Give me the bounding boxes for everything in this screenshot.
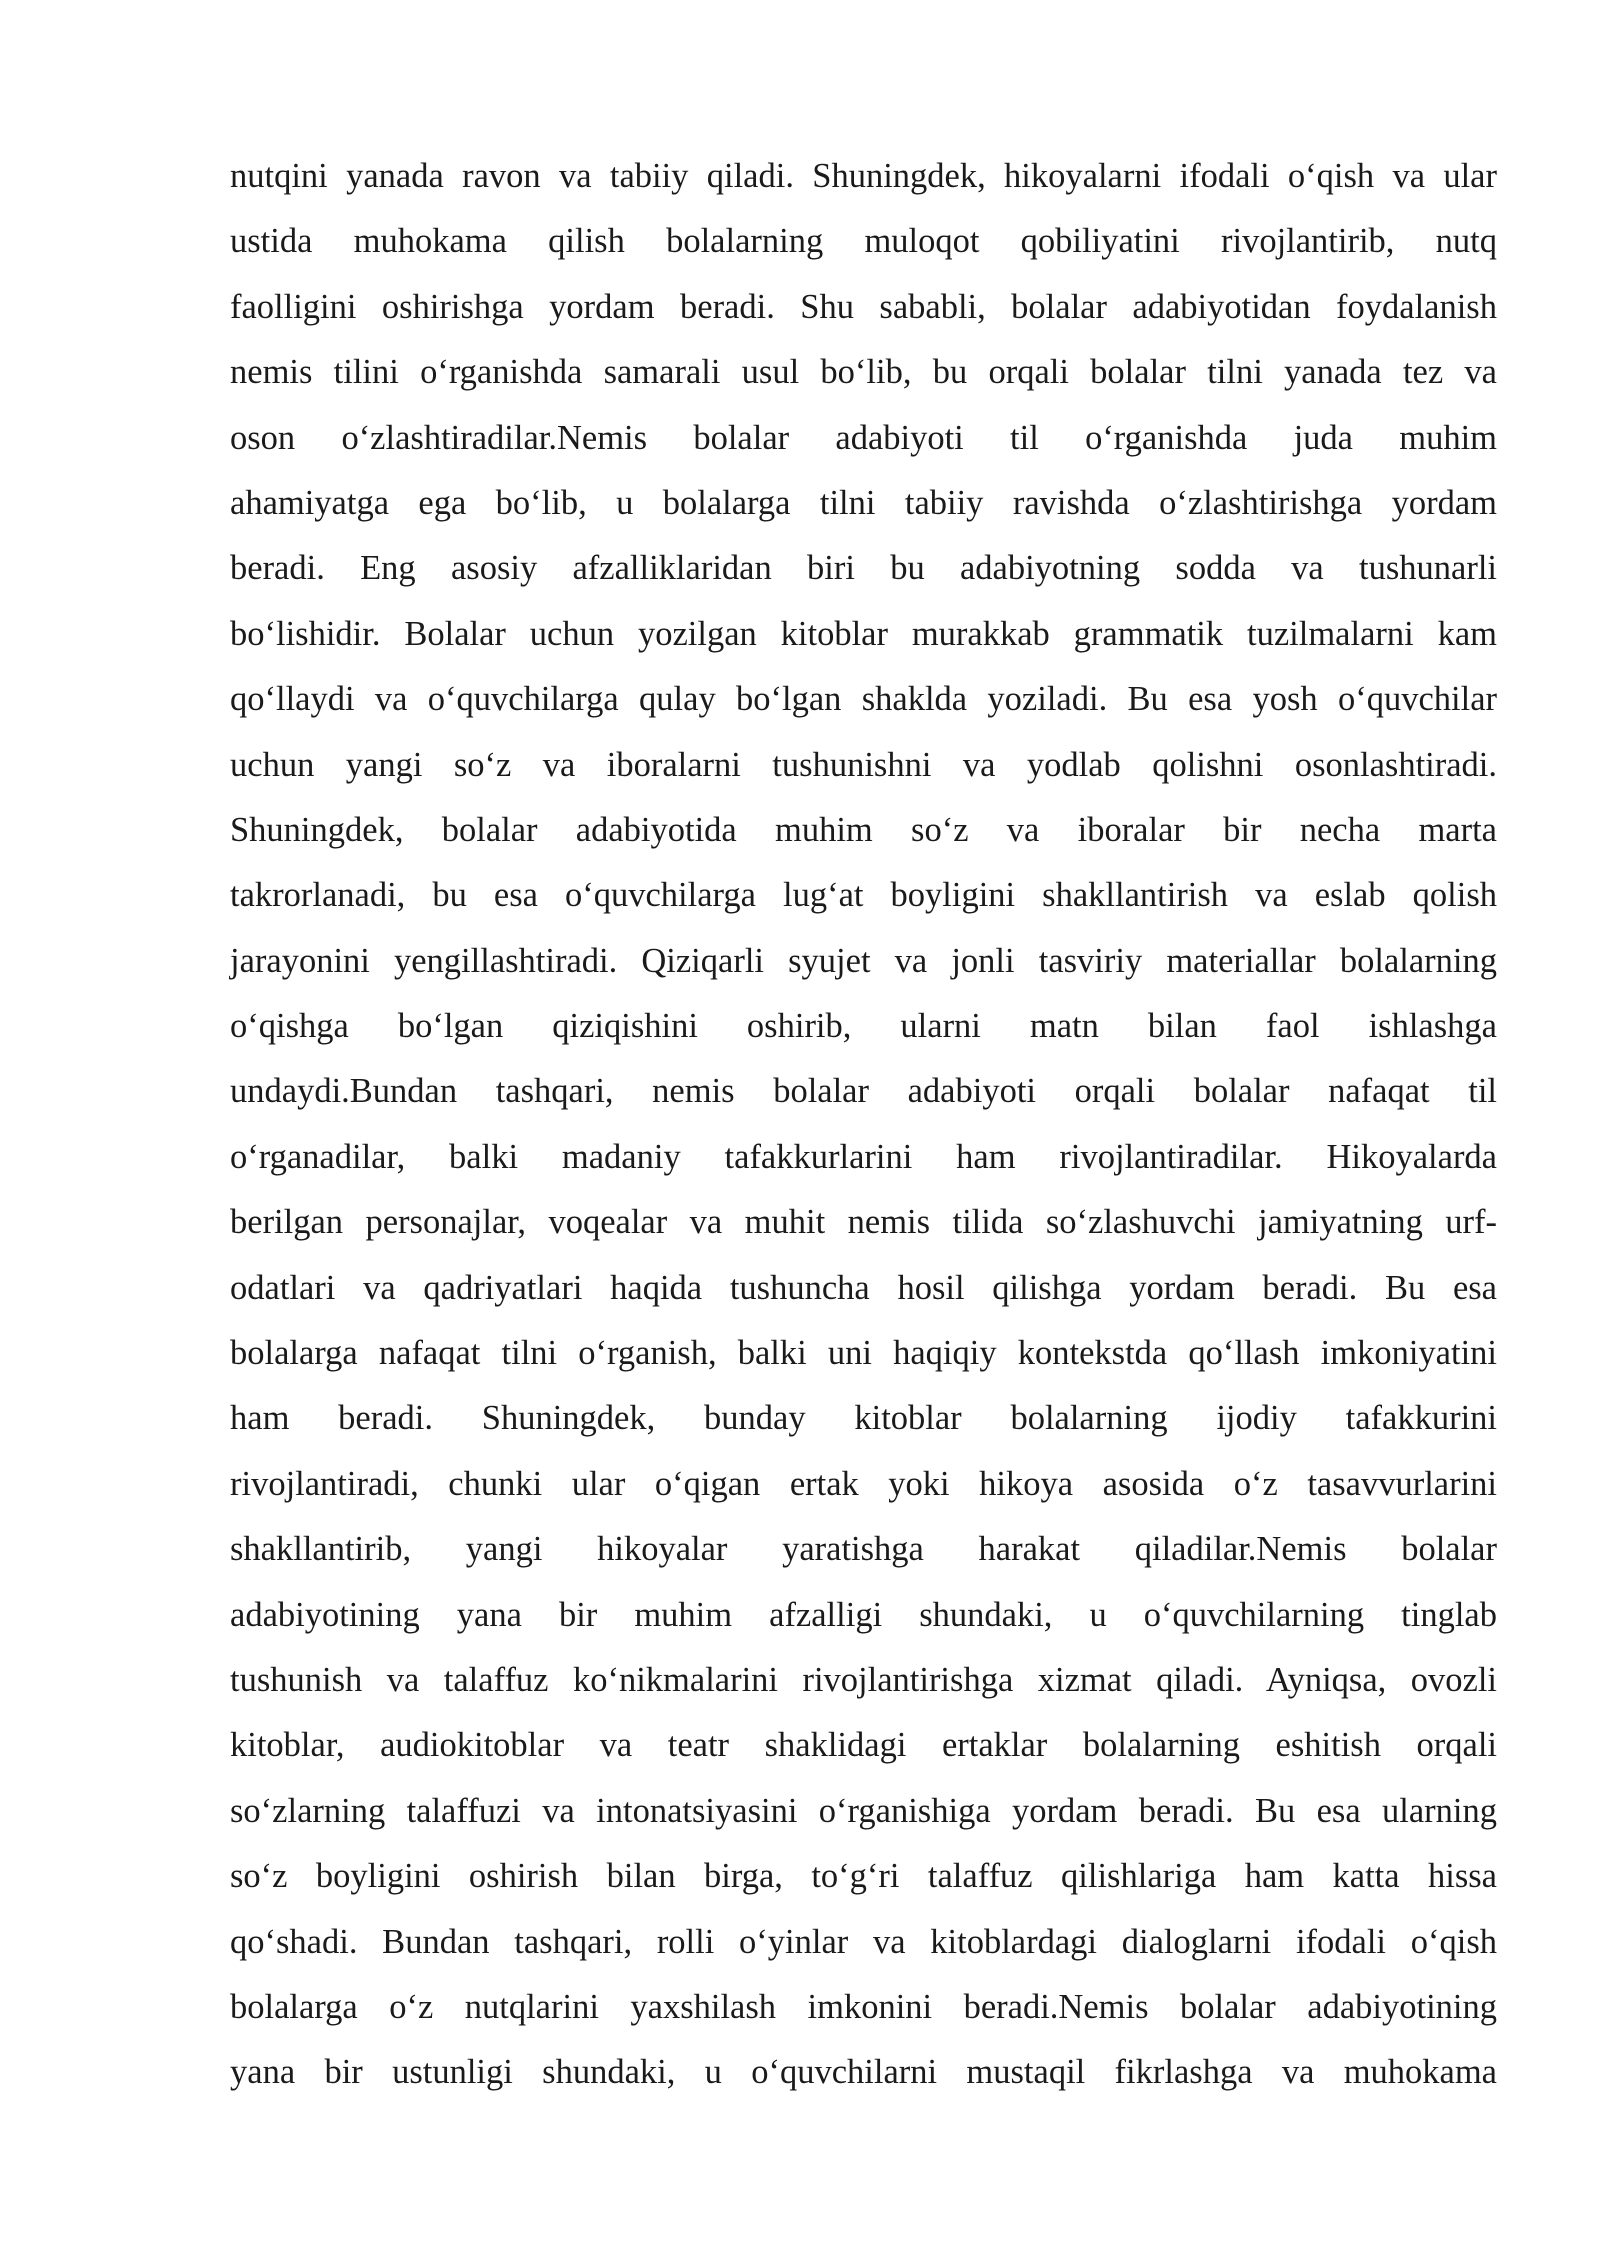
text-line: soʻzlarning talaffuzi va intonatsiyasini oʻrganishiga yordam beradi. Bu esa ularning [230,1791,1497,1830]
text-line: bolalarga oʻz nutqlarini yaxshilash imkonini beradi.Nemis bolalar adabiyotining [230,1987,1497,2026]
text-line: yana bir ustunligi shundaki, u oʻquvchilarni mustaqil fikrlashga va muhokama [230,2053,1497,2092]
text-line: jarayonini yengillashtiradi. Qiziqarli syujet va jonli tasviriy materiallar bolalarning [230,941,1497,980]
text-line: ahamiyatga ega boʻlib, u bolalarga tilni tabiiy ravishda oʻzlashtirishga yordam [230,483,1497,522]
text-line: kitoblar, audiokitoblar va teatr shaklidagi ertaklar bolalarning eshitish orqali [230,1726,1497,1765]
text-line: uchun yangi soʻz va iboralarni tushunishni va yodlab qolishni osonlashtiradi. [230,745,1497,784]
text-line: nemis tilini oʻrganishda samarali usul boʻlib, bu orqali bolalar tilni yanada tez va [230,353,1497,392]
text-line: oʻqishga boʻlgan qiziqishini oshirib, ularni matn bilan faol ishlashga [230,1007,1497,1046]
text-line: soʻz boyligini oshirish bilan birga, toʻgʻri talaffuz qilishlariga ham katta hissa [230,1857,1497,1896]
text-line: oʻrganadilar, balki madaniy tafakkurlarini ham rivojlantiradilar. Hikoyalarda [230,1137,1497,1176]
text-line: odatlari va qadriyatlari haqida tushuncha hosil qilishga yordam beradi. Bu esa [230,1268,1497,1307]
text-line: adabiyotining yana bir muhim afzalligi shundaki, u oʻquvchilarning tinglab [230,1595,1497,1634]
text-line: faolligini oshirishga yordam beradi. Shu sababli, bolalar adabiyotidan foydalanish [230,287,1497,326]
text-line: nutqini yanada ravon va tabiiy qiladi. Shuningdek, hikoyalarni ifodali oʻqish va ular [230,157,1497,195]
body-paragraph [230,144,1497,2106]
text-line: tushunish va talaffuz koʻnikmalarini rivojlantirishga xizmat qiladi. Ayniqsa, ovozli [230,1660,1497,1699]
text-line: bolalarga nafaqat tilni oʻrganish, balki uni haqiqiy kontekstda qoʻllash imkoniyatini [230,1334,1497,1373]
text-line: rivojlantiradi, chunki ular oʻqigan ertak yoki hikoya asosida oʻz tasavvurlarini [230,1464,1497,1503]
text-line: takrorlanadi, bu esa oʻquvchilarga lugʻat boyligini shakllantirish va eslab qolish [230,876,1497,915]
text-line: oson oʻzlashtiradilar.Nemis bolalar adabiyoti til oʻrganishda juda muhim [230,418,1497,457]
text-line: ham beradi. Shuningdek, bunday kitoblar bolalarning ijodiy tafakkurini [230,1399,1497,1438]
text-line: undaydi.Bundan tashqari, nemis bolalar adabiyoti orqali bolalar nafaqat til [230,1072,1497,1111]
text-line: shakllantirib, yangi hikoyalar yaratishga harakat qiladilar.Nemis bolalar [230,1530,1497,1569]
text-line: beradi. Eng asosiy afzalliklaridan biri bu adabiyotning sodda va tushunarli [230,549,1497,588]
text-line: qoʻllaydi va oʻquvchilarga qulay boʻlgan shaklda yoziladi. Bu esa yosh oʻquvchilar [230,680,1497,719]
text-line: qoʻshadi. Bundan tashqari, rolli oʻyinlar va kitoblardagi dialoglarni ifodali oʻqish [230,1922,1497,1961]
text-line: ustida muhokama qilish bolalarning muloqot qobiliyatini rivojlantirib, nutq [230,222,1497,261]
text-line: berilgan personajlar, voqealar va muhit nemis tilida soʻzlashuvchi jamiyatning urf- [230,1203,1497,1242]
text-line: boʻlishidir. Bolalar uchun yozilgan kitoblar murakkab grammatik tuzilmalarni kam [230,614,1497,653]
text-line: Shuningdek, bolalar adabiyotida muhim soʻz va iboralar bir necha marta [230,810,1497,849]
